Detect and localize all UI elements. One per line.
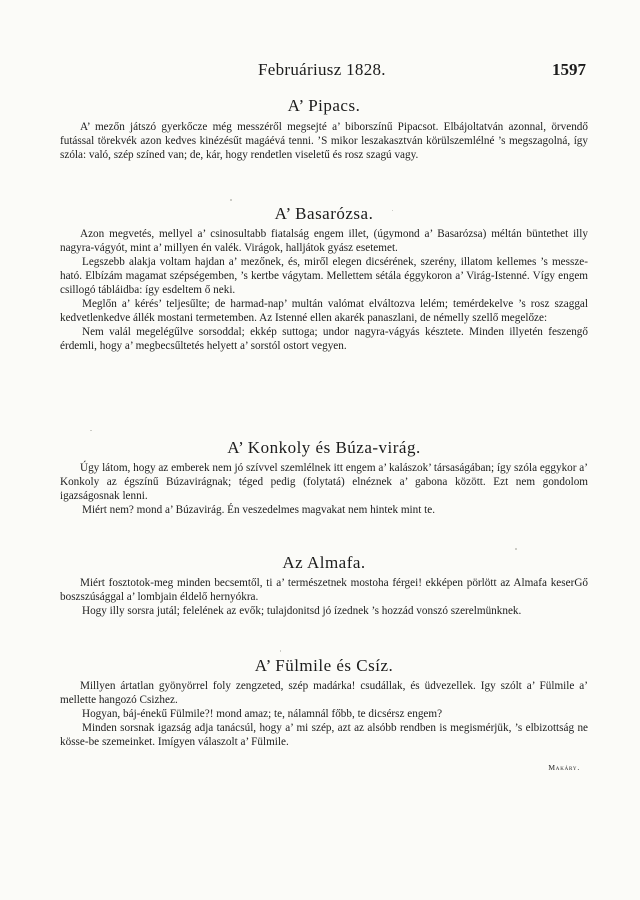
- article-paragraph: Millyen ártatlan gyönyörrel foly zengzeted, szép madárka! csudállak, és üdvezellek. Igy szólt a’ Fülmile a’ mellette hangozó Csizhez.: [60, 680, 588, 706]
- article-paragraph: Hogyan, báj-énekű Fülmile?! mond amaz; te, nálamnál főbb, te dicsérsz engem?: [82, 708, 443, 720]
- paper-speck: [280, 650, 281, 652]
- article-paragraph: Hogy illy sorsra jutál; felelének az evők; tulajdonitsd jó ízednek ’s hozzád vonszó szerelmünknek.: [82, 605, 522, 617]
- article-paragraph: Azon megvetés, mellyel a’ csinosultabb fiatalság engem illet, (úgymond a’ Basarózsa) méltán büntethet illy nagyra-vágyót, mint a’ millyen én valék. Virágok, halljátok gyász esetemet.: [60, 228, 588, 254]
- article-paragraph: Minden sorsnak igazság adja tanácsúl, hogy a’ mi szép, azt az alsóbb rendben is megismérjük, ’s elbizottság ne kösse-be szemeinket. Imígyen válaszolt a’ Fülmile.: [60, 722, 588, 748]
- article-basarozsa: [60, 204, 588, 353]
- paper-speck: [90, 430, 92, 431]
- article-paragraph: A’ mezőn játszó gyerkőcze még messzéről megsejté a’ biborszínű Pipacsot. Elbájoltatván azonnal, örvendő futással törekvék azon kedves kinézésűt magáévá tenni. ’S mikor leszakasztván körülszemlélné ’s megszagolná, így szóla: való, szép színed van; de, kár, hogy rendetlen viseletű és rosz szagú vagy.: [60, 121, 588, 161]
- article-title: A’ Fülmile és Csíz.: [254, 656, 394, 675]
- article-title: A’ Konkoly és Búza-virág.: [227, 438, 421, 457]
- header-date: Februáriusz 1828.: [258, 60, 386, 79]
- article-fulmile: [60, 656, 588, 749]
- paper-speck: [230, 199, 232, 201]
- article-paragraph: Úgy látom, hogy az emberek nem jó szívvel szemlélnek itt engem a’ kalászok’ társaságában; így szóla eggykor a’ Konkoly az égszínű Búzavirágnak; téged pedig (folytatá) elnéznek a’ gabona között. Ezt nem gondolom igazságosnak lenni.: [60, 462, 588, 502]
- article-pipacs: [60, 96, 588, 162]
- article-title: A’ Basarózsa.: [274, 204, 374, 223]
- article-paragraph: Legszebb alakja voltam hajdan a’ mezőnek, és, miről elegen dicsérének, szerény, illatom kellemes ’s messze-ható. Elbízám magamat szépségemben, ’s kertbe vágytam. Mellettem sétála éggykoron a’ Virág-Istenné. Vígy engem csillogó tábláidba: így esdeltem ő neki.: [60, 256, 588, 296]
- article-title: Az Almafa.: [282, 553, 366, 572]
- page-header: [0, 60, 640, 84]
- paper-speck: [392, 210, 393, 211]
- article-konkoly: [60, 438, 588, 517]
- article-paragraph: Nem valál megelégűlve sorsoddal; ekkép suttoga; undor nagyra-vágyás késztete. Minden illyetén feszengő érdemli, hogy a’ megbecsűltetés helyett a’ sorstól ostort vegyen.: [60, 326, 588, 352]
- author-signature: Makáry.: [548, 763, 580, 772]
- article-almafa: [60, 553, 588, 618]
- article-paragraph: Miért nem? mond a’ Búzavirág. Én veszedelmes magvakat nem hintek mint te.: [82, 504, 436, 516]
- article-title: A’ Pipacs.: [287, 96, 361, 115]
- page-number: 1597: [552, 60, 586, 79]
- article-paragraph: Meglőn a’ kérés’ teljesűlte; de harmad-nap’ multán valómat elváltozva lelém; temérdekelve ’s rosz szaggal kedvetlenkedve állék mostani termetemben. Az Istenné ellen akarék panaszlani, de némelly szellő megelőze:: [60, 298, 588, 324]
- paper-speck: [515, 548, 517, 550]
- article-paragraph: Miért fosztotok-meg minden becsemtől, ti a’ természetnek mostoha férgei! ekképen pörlött az Almafa keserGő boszszúsággal a’ lombjain éldelő hernyókra.: [60, 577, 588, 603]
